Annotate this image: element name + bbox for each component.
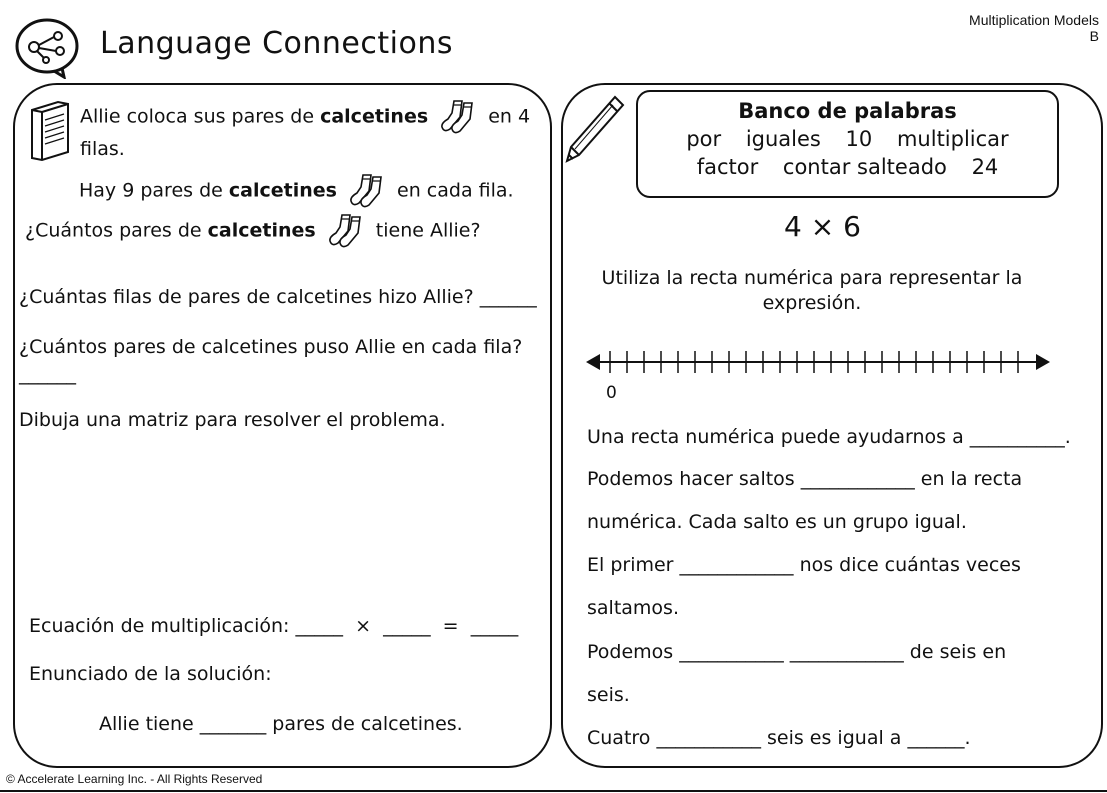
sentence-3: numérica. Cada salto es un grupo igual. xyxy=(587,511,967,533)
story-text: ¿Cuántos pares de xyxy=(25,219,202,242)
story-line-2 xyxy=(79,173,514,209)
copyright: © Accelerate Learning Inc. - All Rights Reserved xyxy=(6,772,263,786)
page-title: Language Connections xyxy=(100,26,453,61)
draw-array-prompt: Dibuja una matriz para resolver el problema. xyxy=(19,409,446,431)
equation-blank-1[interactable]: _____ xyxy=(295,615,343,637)
equation-line xyxy=(29,614,518,638)
story-text: en 4 xyxy=(488,105,531,128)
word-bank-title: Banco de palabras xyxy=(738,99,957,123)
story-keyword: calcetines xyxy=(207,219,316,242)
story-text: Hay 9 pares de xyxy=(79,179,223,202)
word-bank-item: multiplicar xyxy=(896,127,1009,151)
story-text: en cada fila. xyxy=(397,179,514,202)
solution-label: Enunciado de la solución: xyxy=(29,663,272,685)
word-bank-item: factor xyxy=(696,155,759,179)
number-line[interactable] xyxy=(584,346,1054,380)
speech-bubble-network-icon xyxy=(14,17,80,79)
sentence-8[interactable]: Cuatro ___________ seis es igual a ______. xyxy=(587,727,971,749)
word-bank-row-2 xyxy=(638,155,1057,179)
number-line-zero: 0 xyxy=(606,383,617,403)
topic-version: B xyxy=(1089,28,1099,44)
times-symbol: × xyxy=(355,615,371,637)
story-line-3 xyxy=(25,213,481,249)
word-bank-item: 10 xyxy=(845,127,873,151)
sentence-4[interactable]: El primer ____________ nos dice cuántas veces xyxy=(587,554,1021,576)
pencil-icon xyxy=(563,93,627,165)
solution-sentence[interactable]: Allie tiene _______ pares de calcetines. xyxy=(99,713,463,735)
story-text: tiene Allie? xyxy=(375,219,481,242)
topic-label xyxy=(969,12,1099,44)
answer-blank-per-row[interactable]: ______ xyxy=(19,363,76,385)
sentence-5: saltamos. xyxy=(587,597,679,619)
question-per-row: ¿Cuántos pares de calcetines puso Allie en cada fila? xyxy=(19,336,523,358)
equals-symbol: = xyxy=(442,615,459,637)
socks-icon xyxy=(438,99,478,135)
socks-icon xyxy=(347,173,387,209)
footer-divider xyxy=(0,790,1107,792)
equation-blank-2[interactable]: _____ xyxy=(383,615,431,637)
sentence-2[interactable]: Podemos hacer saltos ____________ en la recta xyxy=(587,468,1023,490)
word-bank-item: iguales xyxy=(745,127,821,151)
sentence-6[interactable]: Podemos ___________ ____________ de seis en xyxy=(587,641,1007,663)
sentence-7: seis. xyxy=(587,684,630,706)
word-bank-row-1 xyxy=(638,127,1057,151)
equation-label: Ecuación de multiplicación: xyxy=(29,615,290,637)
story-keyword: calcetines xyxy=(228,179,337,202)
expression: 4 × 6 xyxy=(784,210,861,243)
story-line-1 xyxy=(80,99,530,135)
word-bank-item: contar salteado xyxy=(782,155,947,179)
story-text: Allie coloca sus pares de xyxy=(80,105,315,128)
word-bank-item: por xyxy=(686,127,722,151)
array-drawing-area[interactable] xyxy=(30,436,535,596)
sentence-1[interactable]: Una recta numérica puede ayudarnos a __________. xyxy=(587,426,1071,448)
question-rows[interactable]: ¿Cuántas filas de pares de calcetines hizo Allie? ______ xyxy=(19,286,537,308)
instruction: Utiliza la recta numérica para representar la expresión. xyxy=(601,267,1023,314)
socks-icon xyxy=(326,213,366,249)
story-line-1-cont: filas. xyxy=(80,138,125,160)
word-bank-item: 24 xyxy=(971,155,999,179)
story-keyword: calcetines xyxy=(320,105,429,128)
word-bank xyxy=(636,90,1059,198)
equation-blank-3[interactable]: _____ xyxy=(470,615,519,637)
book-icon xyxy=(28,100,72,164)
topic-name: Multiplication Models xyxy=(969,12,1099,28)
